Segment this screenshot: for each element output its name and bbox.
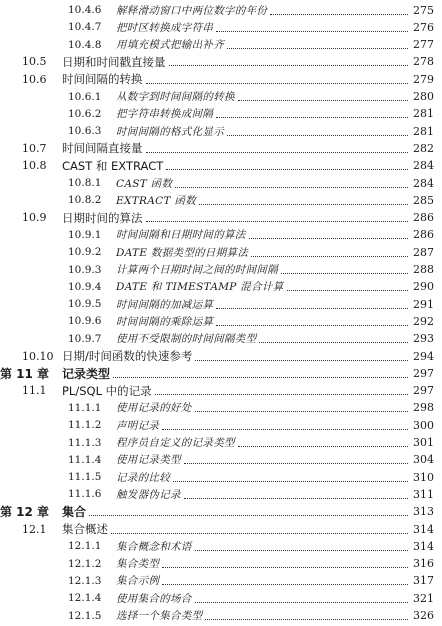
toc-entry-number: 12.1.3 (68, 574, 102, 587)
toc-entry-number: 10.6.2 (68, 107, 102, 120)
toc-entry-title: 解释滑动窗口中两位数字的年份 (116, 4, 268, 17)
toc-entry-page: 297 (413, 384, 434, 398)
toc-entry-number: 12.1.4 (68, 592, 102, 605)
toc-entry-title: 时间间隔直接量 (62, 141, 143, 156)
toc-entry-number: 10.9.7 (68, 332, 102, 345)
toc-entry (0, 606, 442, 626)
toc-entry-number: 10.4.7 (68, 21, 102, 34)
toc-entry-page: 314 (413, 522, 434, 536)
toc-entry-number: 10.6.3 (68, 125, 102, 138)
toc-entry-title: 记录类型 (62, 366, 111, 381)
toc-entry-title: 日期/时间函数的快速参考 (62, 349, 193, 363)
dot-leader (199, 204, 408, 205)
toc-entry-title: DATE 和 TIMESTAMP 混合计算 (116, 281, 284, 294)
toc-entry-title: 声明记录 (116, 419, 160, 432)
dot-leader (173, 481, 408, 482)
toc-entry-page: 275 (413, 3, 434, 17)
toc-entry-title: 触发器伪记录 (116, 488, 181, 501)
toc-entry-number: 10.7 (22, 141, 47, 155)
toc-entry-number: 10.8.2 (68, 194, 102, 207)
toc-entry-title: 用填充模式把输出补齐 (116, 39, 224, 52)
dot-leader (227, 135, 408, 136)
toc-entry-number: 10.6.1 (68, 90, 102, 103)
toc-entry-number: 10.5 (22, 55, 47, 69)
toc-entry-page: 290 (413, 280, 434, 294)
dot-leader (195, 550, 408, 551)
dot-leader (216, 117, 408, 118)
dot-leader (162, 584, 408, 585)
toc-entry-title: 集合 (62, 505, 87, 520)
toc-entry-page: 277 (413, 38, 434, 52)
toc-entry-title: 使用不受限制的时间间隔类型 (116, 333, 257, 346)
toc-entry-page: 282 (413, 141, 434, 155)
toc-entry-page: 288 (413, 263, 434, 276)
toc-entry-number: 11.1.3 (68, 436, 102, 449)
toc-entry-page: 314 (413, 539, 434, 553)
dot-leader (146, 221, 409, 222)
toc-entry-number: 10.9.5 (68, 298, 102, 311)
toc-entry-page: 321 (413, 591, 434, 605)
toc-entry-page: 311 (413, 487, 434, 501)
toc-entry-title: 选择一个集合类型 (116, 610, 203, 622)
toc-entry-number: 10.9.4 (68, 280, 102, 293)
dot-leader (146, 83, 409, 84)
toc-entry-title: 使用记录的好处 (116, 402, 192, 415)
toc-entry-number: 11.1.6 (68, 488, 102, 501)
toc-entry-number: 10.9.2 (68, 246, 102, 259)
toc-entry-title: 日期和时间戳直接量 (62, 54, 166, 69)
toc-entry-title: 日期时间的算法 (62, 210, 143, 225)
toc-entry-page: 278 (413, 55, 434, 69)
toc-entry-page: 281 (413, 107, 434, 121)
dot-leader (111, 533, 408, 534)
toc-entry-title: 把时区转换成字符串 (116, 21, 214, 34)
toc-entry-title: 计算两个日期时间之间的时间间隔 (116, 264, 278, 276)
toc-entry-title: 从数字到时间间隔的转换 (116, 91, 235, 103)
toc-entry-title: 时间间隔的格式化显示 (116, 125, 224, 138)
dot-leader (146, 152, 409, 153)
toc-entry-page: 276 (413, 20, 434, 34)
toc-entry-number: 10.4.6 (68, 4, 102, 16)
dot-leader (184, 498, 408, 499)
toc-entry-page: 284 (413, 176, 434, 190)
toc-entry-title: CAST 和 EXTRACT (62, 158, 164, 173)
toc-entry-page: 316 (413, 557, 434, 571)
dot-leader (155, 394, 408, 395)
toc-entry-page: 284 (413, 159, 434, 173)
toc-entry-number: 第 12 章 (0, 505, 50, 520)
dot-leader (195, 602, 408, 603)
toc-entry-title: 集合概念和术语 (116, 540, 192, 553)
toc-entry-page: 285 (413, 193, 434, 207)
toc-entry-number: 10.8.1 (68, 177, 102, 189)
toc-entry-page: 280 (413, 90, 434, 103)
toc-entry-page: 300 (413, 418, 434, 432)
toc-entry-title: 时间间隔的加减运算 (116, 298, 214, 311)
dot-leader (249, 238, 408, 239)
dot-leader (195, 360, 408, 361)
toc-entry-title: 使用集合的场合 (116, 592, 192, 605)
toc-entry-title: 集合概述 (62, 522, 108, 536)
toc-entry-title: 使用记录类型 (116, 454, 181, 467)
toc-entry-number: 10.6 (22, 72, 47, 86)
toc-entry-page: 304 (413, 453, 434, 467)
toc-entry-title: 程序员自定义的记录类型 (116, 437, 235, 449)
toc-entry-title: 记录的比较 (116, 471, 170, 484)
dot-leader (166, 169, 408, 170)
dot-leader (175, 187, 408, 188)
toc-entry-page: 298 (413, 401, 434, 415)
dot-leader (238, 100, 408, 101)
toc-entry-number: 10.10 (22, 349, 54, 363)
toc-entry-page: 279 (413, 72, 434, 86)
toc-entry-number: 10.9.6 (68, 315, 102, 328)
toc-entry-title: PL/SQL 中的记录 (62, 383, 152, 398)
toc-entry-title: 集合类型 (116, 558, 160, 571)
toc-entry-page: 313 (413, 505, 434, 519)
toc-entry-number: 10.9 (22, 211, 47, 225)
toc-entry-title: EXTRACT 函数 (116, 194, 197, 207)
toc-entry-number: 12.1.2 (68, 557, 102, 570)
toc-entry-page: 301 (413, 436, 434, 449)
toc-entry-title: 时间间隔的转换 (62, 72, 143, 87)
dot-leader (216, 308, 408, 309)
dot-leader (216, 325, 408, 326)
toc-entry-page: 293 (413, 332, 434, 346)
toc-entry-number: 第 11 章 (0, 366, 50, 381)
toc-entry-page: 291 (413, 297, 434, 311)
toc-entry-number: 10.9.1 (68, 228, 102, 241)
toc-entry-number: 10.8 (22, 159, 47, 173)
toc-entry-page: 286 (413, 228, 434, 242)
toc-entry-number: 12.1.5 (68, 609, 102, 622)
dot-leader (195, 411, 408, 412)
dot-leader (89, 515, 408, 516)
toc-entry-page: 294 (413, 349, 434, 363)
dot-leader (259, 342, 408, 343)
toc-entry-number: 11.1.5 (68, 471, 102, 484)
toc-entry-title: DATE 数据类型的日期算法 (116, 246, 249, 259)
toc-entry-page: 281 (413, 124, 434, 138)
dot-leader (169, 65, 409, 66)
toc-entry-number: 10.4.8 (68, 38, 102, 51)
toc-entry-page: 297 (413, 366, 434, 380)
toc-entry-number: 12.1 (22, 522, 47, 536)
toc-entry-number: 11.1.2 (68, 419, 102, 432)
dot-leader (216, 31, 408, 32)
toc-entry-title: 时间间隔和日期时间的算法 (116, 229, 246, 242)
toc-entry-number: 10.9.3 (68, 263, 102, 276)
dot-leader (270, 14, 408, 15)
toc-entry-number: 11.1.1 (68, 401, 102, 414)
dot-leader (162, 567, 408, 568)
dot-leader (227, 48, 408, 49)
dot-leader (251, 256, 408, 257)
dot-leader (184, 463, 408, 464)
dot-leader (238, 446, 408, 447)
dot-leader (113, 377, 408, 378)
dot-leader (281, 273, 408, 274)
toc-entry-title: CAST 函数 (116, 177, 173, 190)
toc-entry-page: 287 (413, 245, 434, 259)
toc-entry-page: 292 (413, 314, 434, 328)
toc-entry-page: 310 (413, 470, 434, 484)
toc-entry-number: 12.1.1 (68, 540, 102, 553)
toc-entry-title: 把字符串转换成间隔 (116, 108, 214, 121)
toc-entry-page: 326 (413, 609, 434, 622)
toc-entry-title: 集合示例 (116, 575, 160, 588)
toc-entry-title: 时间间隔的乘除运算 (116, 315, 214, 328)
toc-entry-number: 11.1 (22, 384, 47, 398)
dot-leader (162, 429, 408, 430)
dot-leader (287, 290, 409, 291)
toc-entry-page: 317 (413, 574, 434, 588)
toc-entry-number: 11.1.4 (68, 453, 102, 466)
toc-entry-page: 286 (413, 211, 434, 225)
